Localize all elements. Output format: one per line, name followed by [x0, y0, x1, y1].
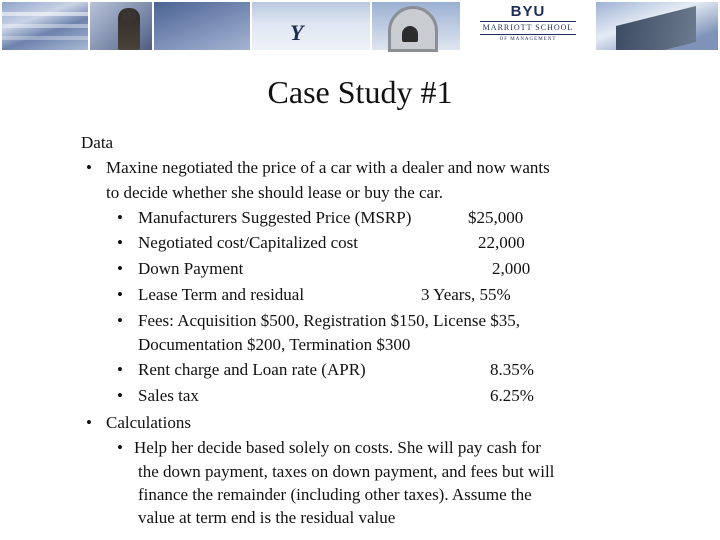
banner-photo-campus — [596, 2, 718, 50]
rate-apr-value: 8.35% — [490, 360, 534, 379]
calc-text: value at term end is the residual value — [138, 508, 396, 527]
statue-figure — [118, 8, 140, 50]
sub-bullet-dot: • — [117, 208, 123, 227]
sub-bullet-dot: • — [117, 311, 123, 330]
rate-tax-label: Sales tax — [138, 386, 199, 405]
banner-photo-y-mountain — [252, 2, 370, 50]
item-msrp-label: Manufacturers Suggested Price (MSRP) — [138, 208, 412, 227]
y-mountain-mark: Y — [290, 20, 303, 45]
banner-photo-building — [2, 2, 88, 50]
fees-line-continued: Documentation $200, Termination $300 — [138, 335, 411, 354]
sub-bullet-dot: • — [117, 233, 123, 252]
item-down-value: 2,000 — [492, 259, 531, 278]
calc-text: Help her decide based solely on costs. She will pay cash for — [134, 438, 541, 457]
logo-rule — [480, 34, 576, 35]
bell-icon — [402, 26, 418, 42]
logo-rule — [480, 21, 576, 22]
item-cost-label: Negotiated cost/Capitalized cost — [138, 233, 358, 252]
sub-bullet-dot: • — [117, 360, 123, 379]
item-down-label: Down Payment — [138, 259, 244, 278]
banner-photo-sky — [154, 2, 250, 50]
bullet-text: Maxine negotiated the price of a car with a dealer and now wants — [106, 158, 550, 177]
logo-school: MARRIOTT SCHOOL — [482, 23, 574, 32]
sub-bullet-dot: • — [117, 259, 123, 278]
sub-bullet-dot: • — [117, 285, 123, 304]
sub-bullet-dot: • — [117, 438, 123, 457]
sub-bullet-dot: • — [117, 386, 123, 405]
item-lease-label: Lease Term and residual — [138, 285, 305, 304]
logo-byu: BYU — [510, 3, 546, 20]
bullet-dot: • — [86, 158, 92, 177]
rate-apr-label: Rent charge and Loan rate (APR) — [138, 360, 366, 379]
logo-management: OF MANAGEMENT — [499, 37, 557, 42]
calc-text: finance the remainder (including other taxes). Assume the — [138, 485, 532, 504]
data-heading: Data — [81, 133, 114, 152]
bullet-text-continued: to decide whether she should lease or buy the car. — [106, 183, 444, 202]
header-banner — [0, 0, 720, 52]
item-msrp-value: $25,000 — [468, 208, 524, 227]
item-cost-value: 22,000 — [478, 233, 525, 252]
rate-tax-value: 6.25% — [490, 386, 534, 405]
calculations-heading: Calculations — [106, 413, 191, 432]
calc-text: the down payment, taxes on down payment, and fees but will — [138, 462, 555, 481]
item-lease-value: 3 Years, 55% — [421, 285, 511, 304]
bullet-dot: • — [86, 413, 92, 432]
slide-title: Case Study #1 — [267, 74, 453, 110]
fees-line: Fees: Acquisition $500, Registration $150, License $35, — [138, 311, 520, 330]
byu-marriott-logo — [462, 4, 594, 43]
